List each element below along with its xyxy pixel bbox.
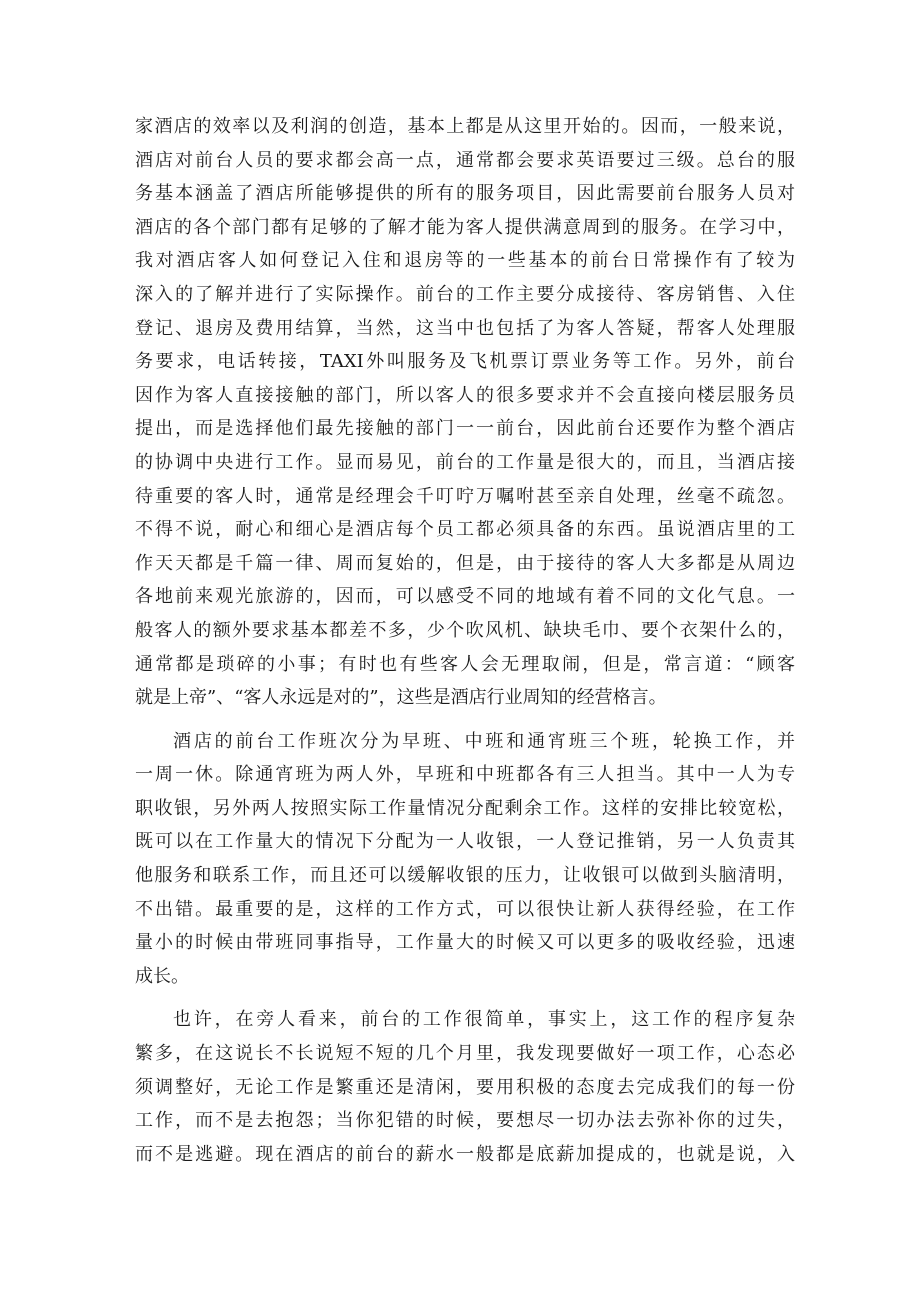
text-line: 通常都是琐碎的小事；有时也有些客人会无理取闹，但是，常言道：“顾客 — [135, 653, 795, 675]
text-line: 既可以在工作量大的情况下分配为一人收银，一人登记推销，另一人负责其 — [135, 831, 795, 853]
text-line: 务基本涵盖了酒店所能够提供的所有的服务项目，因此需要前台服务人员对 — [135, 183, 795, 205]
text-line: 工作，而不是去抱怨；当你犯错的时候，要想尽一切办法去弥补你的过失， — [135, 1110, 795, 1132]
text-line: 不出错。最重要的是，这样的工作方式，可以很快让新人获得经验，在工作 — [135, 898, 795, 920]
paragraph-1 — [135, 110, 795, 715]
document-body — [135, 110, 795, 1171]
text-line: 般客人的额外要求基本都差不多，少个吹风机、缺块毛巾、要个衣架什么的， — [135, 619, 795, 641]
text-line: 的协调中央进行工作。显而易见，前台的工作量是很大的，而且，当酒店接 — [135, 451, 795, 473]
text-line: 酒店的前台工作班次分为早班、中班和通宵班三个班，轮换工作，并 — [173, 730, 795, 752]
text-line: 家酒店的效率以及利润的创造，基本上都是从这里开始的。因而，一般来说， — [135, 116, 795, 137]
text-line: 提出，而是选择他们最先接触的部门一一前台，因此前台还要作为整个酒店 — [135, 418, 795, 440]
text-line: 我对酒店客人如何登记入住和退房等的一些基本的前台日常操作有了较为 — [135, 250, 795, 272]
text-line: 各地前来观光旅游的，因而，可以感受不同的地域有着不同的文化气息。一 — [135, 586, 795, 608]
text-line: 量小的时候由带班同事指导，工作量大的时候又可以更多的吸收经验，迅速 — [135, 932, 795, 954]
text-line: 因作为客人直接接触的部门，所以客人的很多要求并不会直接向楼层服务员 — [135, 384, 795, 406]
text-line: 深入的了解并进行了实际操作。前台的工作主要分成接待、客房销售、入住 — [135, 283, 795, 305]
text-line: 酒店的各个部门都有足够的了解才能为客人提供满意周到的服务。在学习中， — [135, 216, 795, 238]
text-line: 而不是逃避。现在酒店的前台的薪水一般都是底薪加提成的，也就是说，入 — [135, 1143, 795, 1165]
text-line: 待重要的客人时，通常是经理会千叮咛万嘱咐甚至亲自处理，丝毫不疏忽。 — [135, 485, 795, 507]
text-line: 繁多，在这说长不长说短不短的几个月里，我发现要做好一项工作，心态必 — [135, 1043, 795, 1065]
text-line: 务要求，电话转接，TAXI外叫服务及飞机票订票业务等工作。另外，前台 — [135, 351, 795, 373]
text-line: 登记、退房及费用结算，当然，这当中也包括了为客人答疑，帮客人处理服 — [135, 317, 795, 339]
text-line: 一周一休。除通宵班为两人外，早班和中班都各有三人担当。其中一人为专 — [135, 764, 795, 786]
text-line: 成长。 — [135, 965, 189, 987]
text-line: 须调整好，无论工作是繁重还是清闲，要用积极的态度去完成我们的每一份 — [135, 1076, 795, 1098]
paragraph-spacer — [135, 715, 795, 725]
paragraph-2 — [135, 725, 795, 994]
paragraph-3 — [135, 1003, 795, 1171]
text-line: 不得不说，耐心和细心是酒店每个员工都必须具备的东西。虽说酒店里的工 — [135, 519, 795, 541]
text-line: 他服务和联系工作，而且还可以缓解收银的压力，让收银可以做到头脑清明， — [135, 865, 795, 887]
text-line: 职收银，另外两人按照实际工作量情况分配剩余工作。这样的安排比较宽松， — [135, 797, 795, 819]
text-line: 酒店对前台人员的要求都会高一点，通常都会要求英语要过三级。总台的服 — [135, 149, 795, 171]
text-line: 作天天都是千篇一律、周而复始的，但是，由于接待的客人大多都是从周边 — [135, 552, 795, 574]
paragraph-spacer — [135, 993, 795, 1003]
text-line: 就是上帝”、“客人永远是对的”，这些是酒店行业周知的经营格言。 — [135, 687, 667, 709]
text-line: 也许，在旁人看来，前台的工作很简单，事实上，这工作的程序复杂 — [173, 1009, 795, 1031]
